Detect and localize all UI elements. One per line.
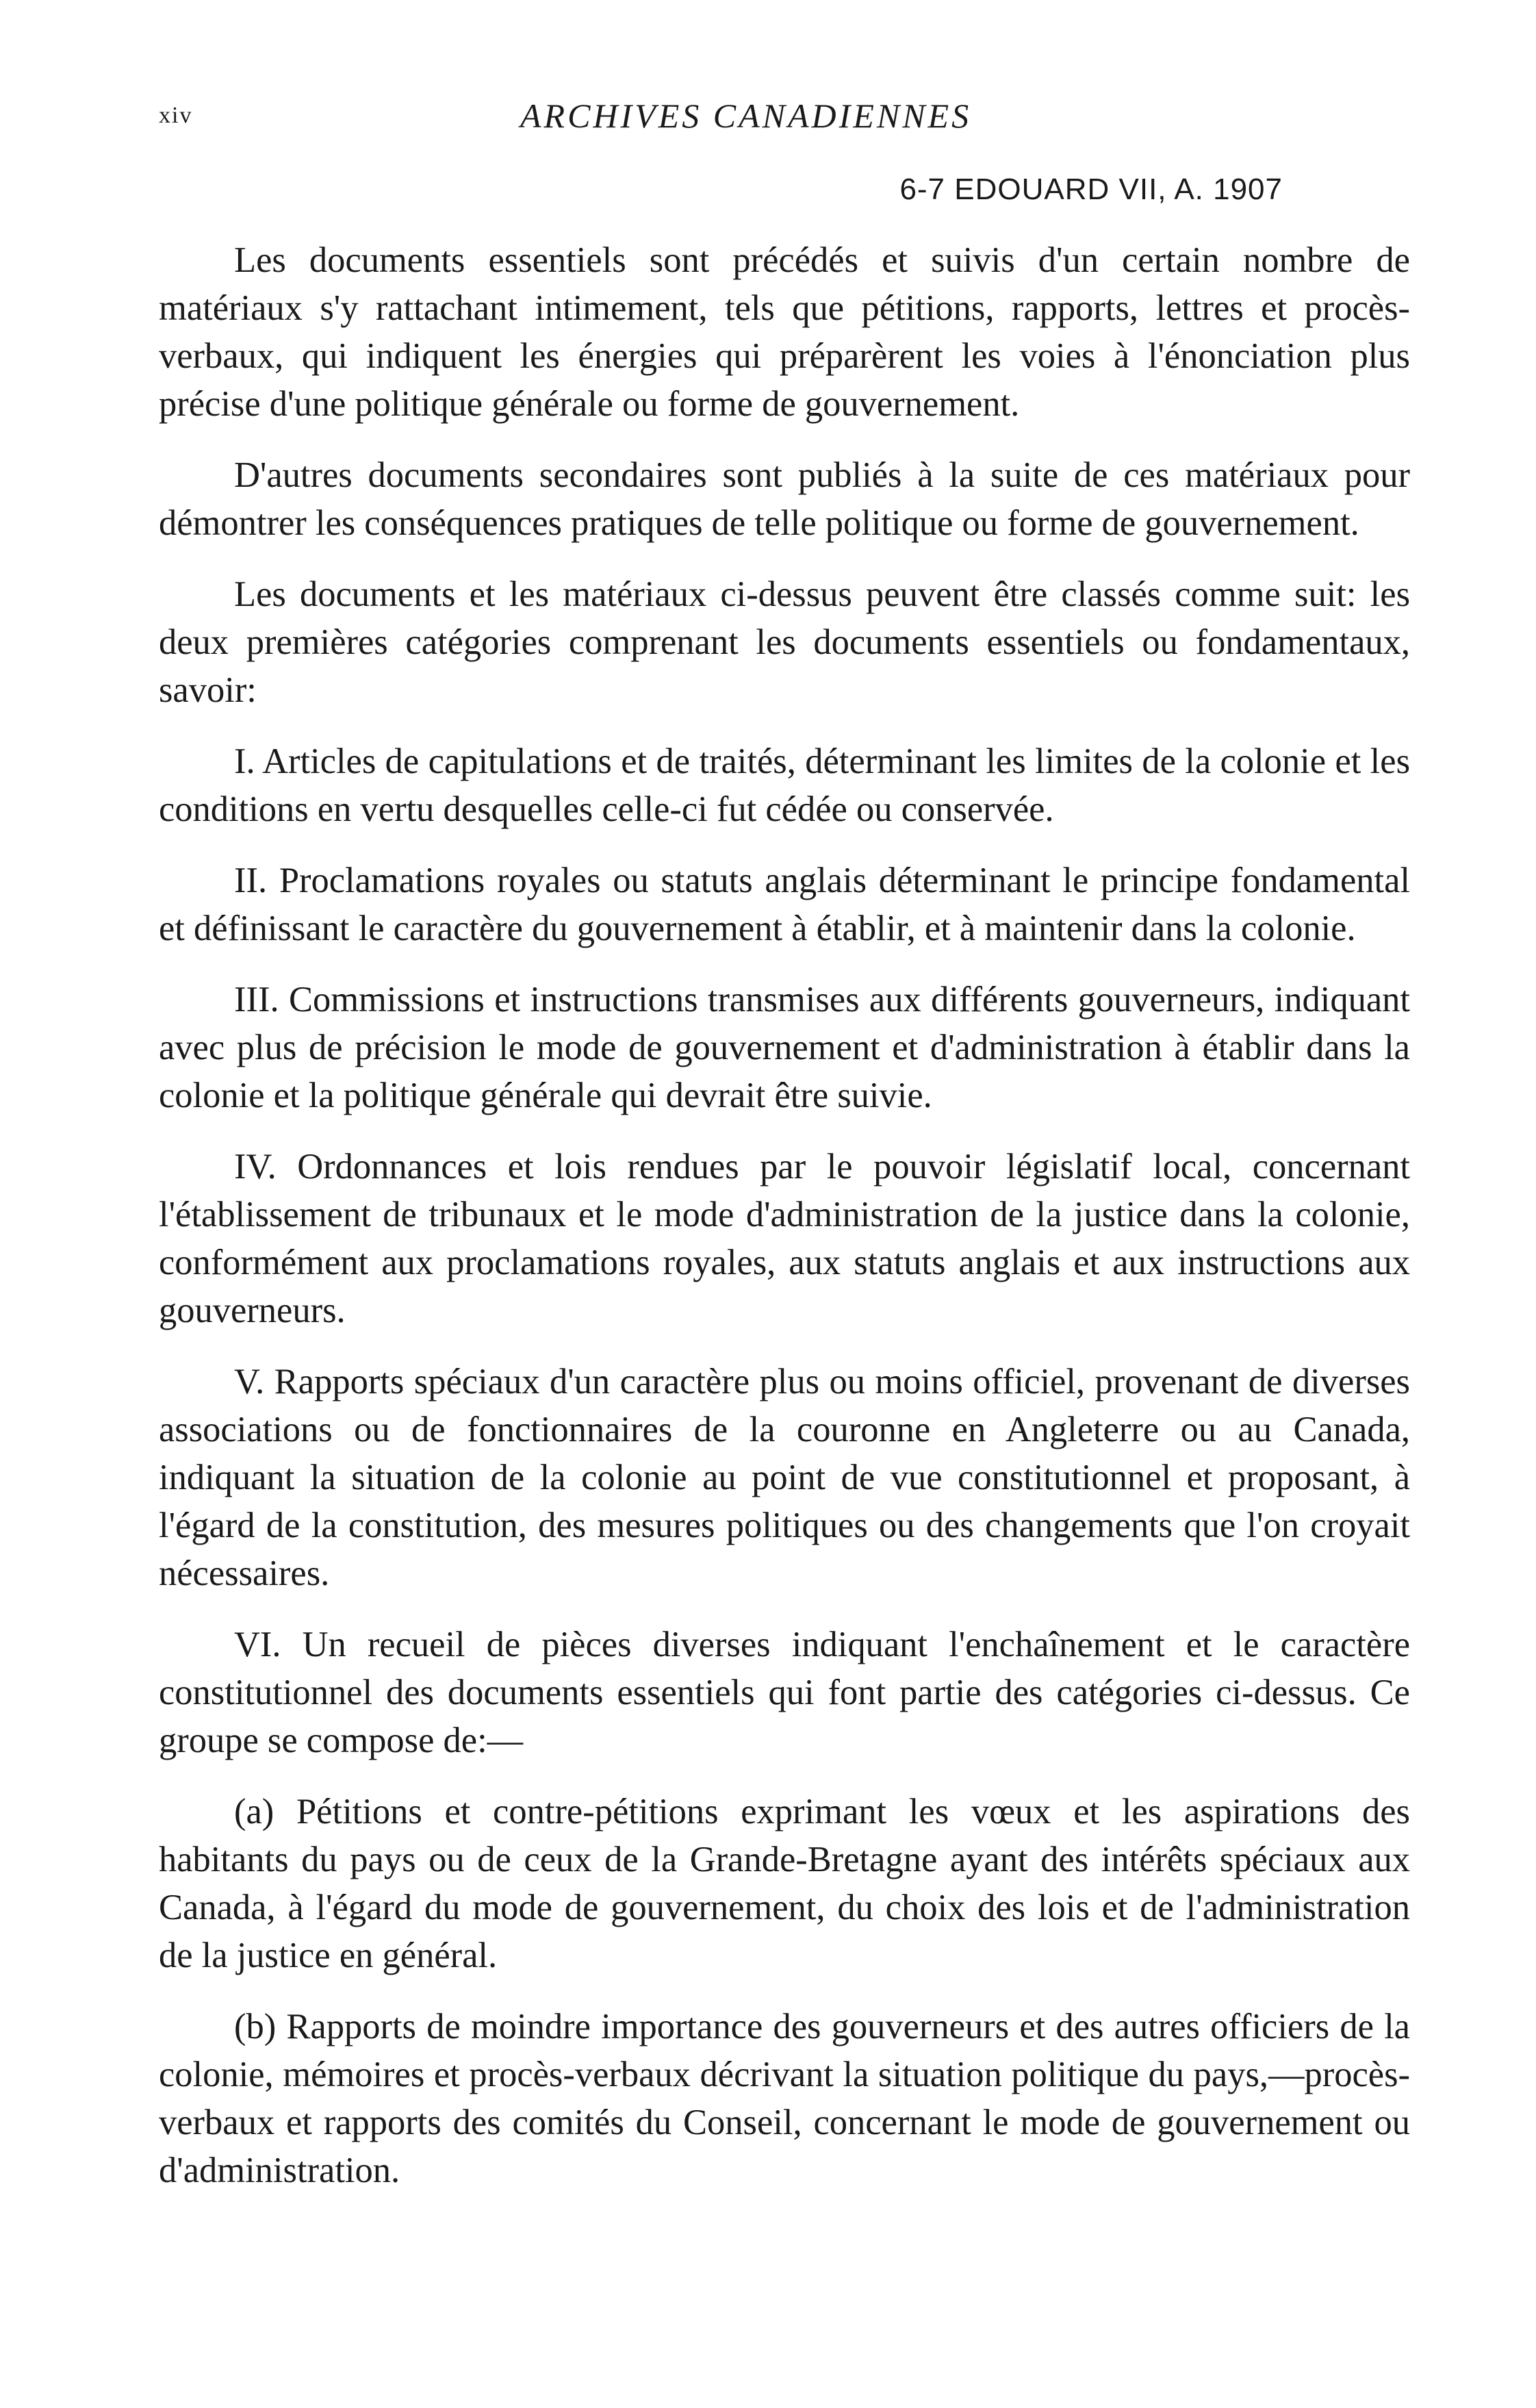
paragraph-subcategory-b: (b) Rapports de moindre importance des gouverneurs et des autres officiers de la colonie, mémoires et procès-verbaux décrivant la situation politique du pays,—procès-verbaux et rapports des comités du Conseil, concernant le mode de gouvernement ou d'administration.: [159, 2007, 1410, 2190]
paragraph-category-ii: II. Proclamations royales ou statuts anglais déterminant le principe fondamental et définissant le caractère du gouvernement à établir, et à maintenir dans la colonie.: [159, 861, 1410, 948]
paragraph-category-i: I. Articles de capitulations et de traités, déterminant les limites de la colonie et les conditions en vertu desquelles celle-ci fut cédée ou conservée.: [159, 742, 1410, 829]
edition-line: 6-7 EDOUARD VII, A. 1907: [899, 173, 1283, 206]
paragraph-category-iv: IV. Ordonnances et lois rendues par le pouvoir législatif local, concernant l'établissement de tribunaux et le mode d'administration de la justice dans la colonie, conformément aux proclamations royales, aux statuts anglais et aux instructions aux gouverneurs.: [159, 1147, 1410, 1330]
paragraph-category-vi: VI. Un recueil de pièces diverses indiquant l'enchaînement et le caractère constitutionnel des documents essentiels qui font partie des catégories ci-dessus. Ce groupe se compose de:—: [159, 1625, 1410, 1760]
running-title: ARCHIVES CANADIENNES: [520, 97, 972, 135]
paragraph-intro: Les documents essentiels sont précédés et suivis d'un certain nombre de matériaux s'y rattachant intimement, tels que pétitions, rapports, lettres et procès-verbaux, qui indiquent les énergies qui préparèrent les voies à l'énonciation plus précise d'une politique générale ou forme de gouvernement.: [159, 240, 1410, 424]
page-number: xiv: [159, 103, 193, 128]
paragraph-category-iii: III. Commissions et instructions transmises aux différents gouverneurs, indiquant avec plus de précision le mode de gouvernement et d'administration à établir dans la colonie et la politique générale qui devrait être suivie.: [159, 980, 1410, 1115]
paragraph-category-v: V. Rapports spéciaux d'un caractère plus ou moins officiel, provenant de diverses associations ou de fonctionnaires de la couronne en Angleterre ou au Canada, indiquant la situation de la colonie au point de vue constitutionnel et proposant, à l'égard de la constitution, des mesures politiques ou des changements que l'on croyait nécessaires.: [159, 1362, 1410, 1593]
paragraph-subcategory-a: (a) Pétitions et contre-pétitions exprimant les vœux et les aspirations des habitants du pays ou de ceux de la Grande-Bretagne ayant des intérêts spéciaux aux Canada, à l'égard du mode de gouvernement, du choix des lois et de l'administration de la justice en général.: [159, 1792, 1410, 1975]
body-text: [159, 236, 1410, 2194]
paragraph-classification: Les documents et les matériaux ci-dessus peuvent être classés comme suit: les deux premières catégories comprenant les documents essentiels ou fondamentaux, savoir:: [159, 574, 1410, 710]
paragraph-secondary-documents: D'autres documents secondaires sont publiés à la suite de ces matériaux pour démontrer les conséquences pratiques de telle politique ou forme de gouvernement.: [159, 455, 1410, 543]
